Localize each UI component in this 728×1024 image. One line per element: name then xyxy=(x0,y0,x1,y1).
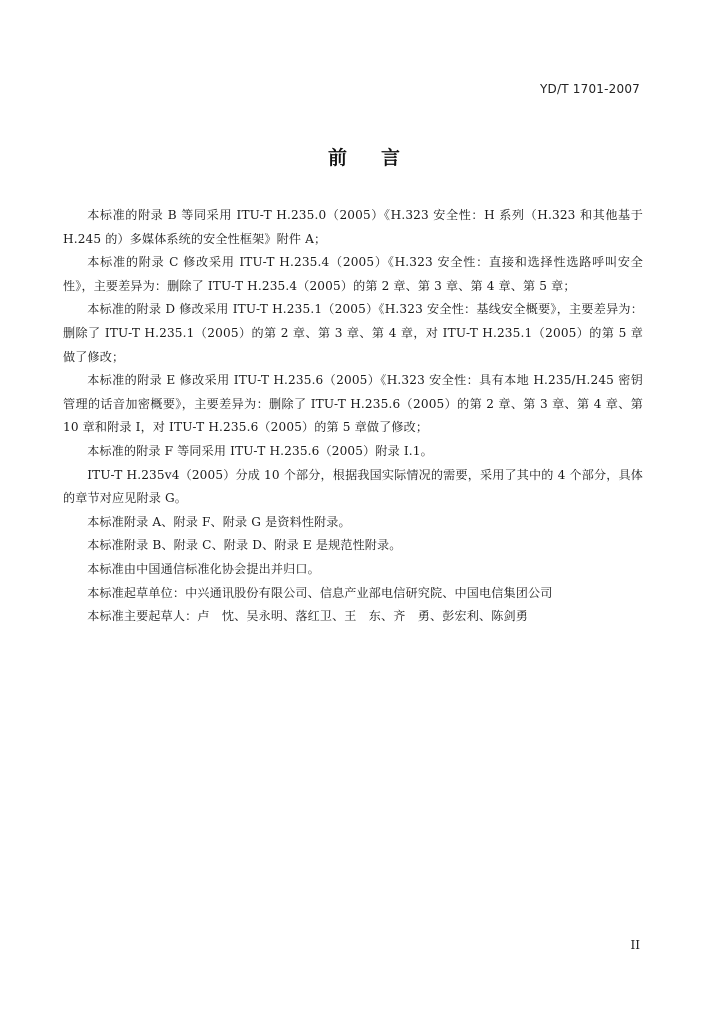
paragraph-annex-b: 本标准的附录 B 等同采用 ITU-T H.235.0（2005）《H.323 安全性：H 系列（H.323 和其他基于 H.245 的）多媒体系统的安全性框架》附件 A； xyxy=(63,208,643,246)
page-number: II xyxy=(630,938,640,952)
paragraph-annex-d: 本标准的附录 D 修改采用 ITU-T H.235.1（2005）《H.323 安全性：基线安全概要》，主要差异为：删除了 ITU-T H.235.1（2005）的第 2 章、第 3 章、第 4 章，对 ITU-T H.235.1（2005）的第 5 章做了修改； xyxy=(63,302,643,364)
foreword-body xyxy=(63,204,643,629)
paragraph-annex-f: 本标准的附录 F 等同采用 ITU-T H.235.6（2005）附录 I.1。 xyxy=(87,443,433,458)
page-title: 前言 xyxy=(327,147,434,169)
paragraph-informative-annexes: 本标准附录 A、附录 F、附录 G 是资料性附录。 xyxy=(87,514,351,529)
paragraph-drafters: 本标准主要起草人：卢 忱、吴永明、落红卫、王 东、齐 勇、彭宏利、陈剑勇 xyxy=(87,609,528,624)
paragraph-annex-c: 本标准的附录 C 修改采用 ITU-T H.235.4（2005）《H.323 安全性：直接和选择性选路呼叫安全性》，主要差异为：删除了 ITU-T H.235.4（2005）的第 2 章、第 3 章、第 4 章、第 5 章； xyxy=(63,255,643,293)
paragraph-structure: ITU-T H.235v4（2005）分成 10 个部分，根据我国实际情况的需要，采用了其中的 4 个部分，具体的章节对应见附录 G。 xyxy=(63,467,643,506)
paragraph-annex-e: 本标准的附录 E 修改采用 ITU-T H.235.6（2005）《H.323 安全性：具有本地 H.235/H.245 密钥管理的话音加密概要》，主要差异为：删除了 ITU-T H.235.6（2005）的第 2 章、第 3 章、第 4 章、第 10 章和附录 I，对 ITU-T H.235.6（2005）的第 5 章做了修改； xyxy=(63,373,643,435)
paragraph-proposer: 本标准由中国通信标准化协会提出并归口。 xyxy=(87,561,320,576)
paragraph-drafting-units: 本标准起草单位：中兴通讯股份有限公司、信息产业部电信研究院、中国电信集团公司 xyxy=(87,585,553,600)
document-number: YD/T 1701-2007 xyxy=(540,82,640,96)
paragraph-normative-annexes: 本标准附录 B、附录 C、附录 D、附录 E 是规范性附录。 xyxy=(87,538,402,553)
